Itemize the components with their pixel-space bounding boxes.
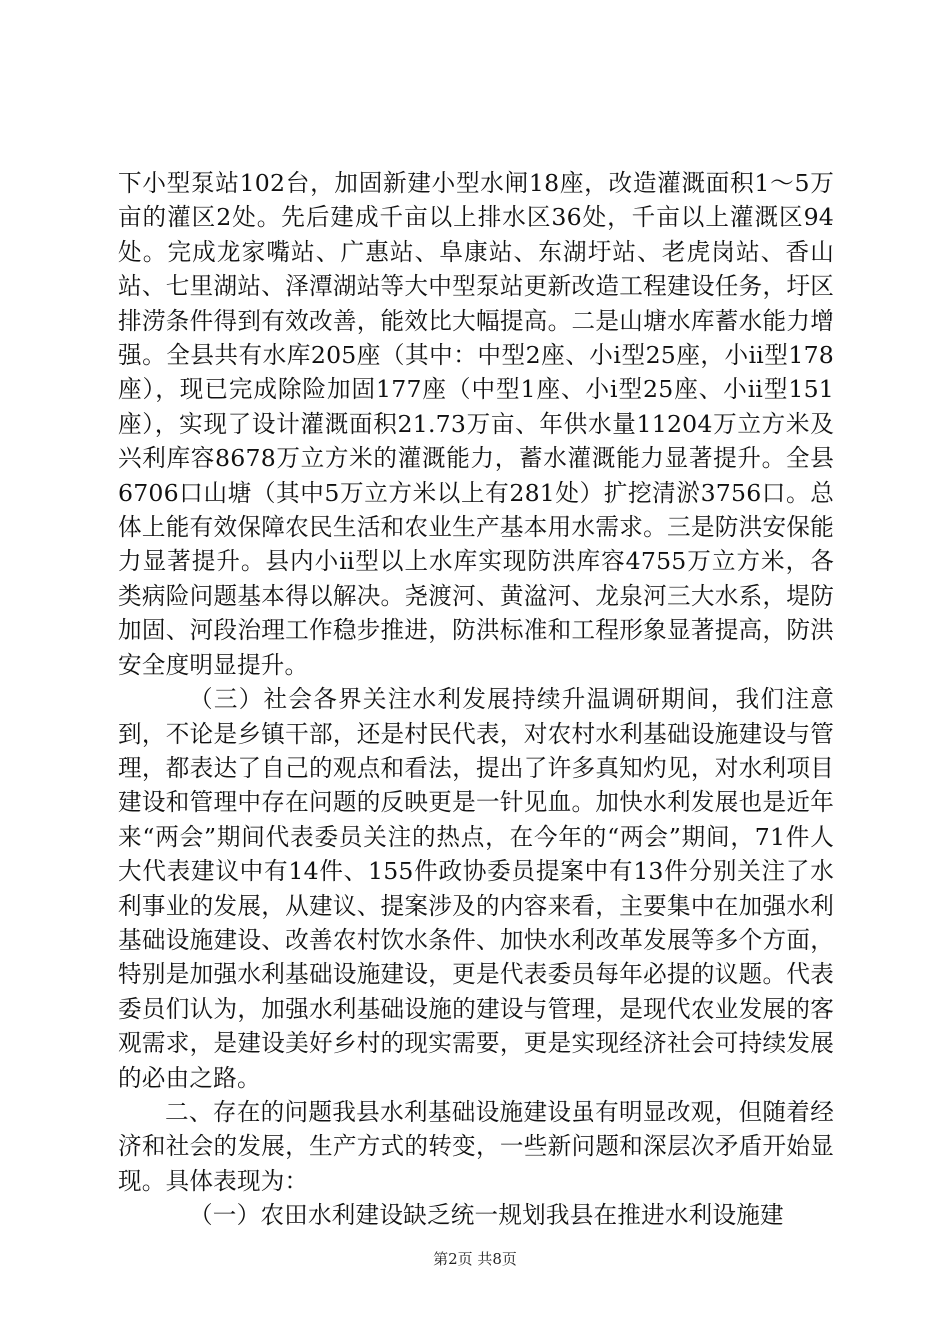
paragraph-existing-problems: 二、存在的问题我县水利基础设施建设虽有明显改观，但随着经济和社会的发展，生产方式的转变，一些新问题和深层次矛盾开始显现。具体表现为： [118,1097,834,1195]
paragraph-lack-of-planning: （一）农田水利建设缺乏统一规划我县在推进水利设施建 [189,1201,784,1230]
paragraph-social-attention: （三）社会各界关注水利发展持续升温调研期间，我们注意到，不论是乡镇干部，还是村民代表，对农村水利基础设施建设与管理，都表达了自己的观点和看法，提出了许多真知灼见，对水利项目建设和管理中存在问题的反映更是一针见血。加快水利发展也是近年来“两会”期间代表委员关注的热点，在今年的“两会”期间，71件人大代表建议中有14件、155件政协委员提案中有13件分别关注了水利事业的发展，从建议、提案涉及的内容来看，主要集中在加强水利基础设施建设、改善农村饮水条件、加快水利改革发展等多个方面，特别是加强水利基础设施建设，更是代表委员每年必提的议题。代表委员们认为，加强水利基础设施的建设与管理，是现代农业发展的客观需求，是建设美好乡村的现实需要，更是实现经济社会可持续发展的必由之路。 [118,685,834,1092]
page-number-footer: 第2页 共8页 [433,1250,517,1268]
document-body [118,166,834,1233]
paragraph-pump-stations: 下小型泵站102台，加固新建小型水闸18座，改造灌溉面积1～5万亩的灌区2处。先后建成千亩以上排水区36处，千亩以上灌溉区94处。完成龙家嘴站、广惠站、阜康站、东湖圩站、老虎岗站、香山站、七里湖站、泽潭湖站等大中型泵站更新改造工程建设任务，圩区排涝条件得到有效改善，能效比大幅提高。二是山塘水库蓄水能力增强。全县共有水库205座（其中：中型2座、小ⅰ型25座，小ⅱ型178座），现已完成除险加固177座（中型1座、小ⅰ型25座、小ⅱ型151座），实现了设计灌溉面积21.73万亩、年供水量11204万立方米及兴利库容8678万立方米的灌溉能力，蓄水灌溉能力显著提升。全县6706口山塘（其中5万立方米以上有281处）扩挖清淤3756口。总体上能有效保障农民生活和农业生产基本用水需求。三是防洪安保能力显著提升。县内小ⅱ型以上水库实现防洪库容4755万立方米，各类病险问题基本得以解决。尧渡河、黄湓河、龙泉河三大水系，堤防加固、河段治理工作稳步推进，防洪标准和工程形象显著提高，防洪安全度明显提升。 [118,169,834,679]
